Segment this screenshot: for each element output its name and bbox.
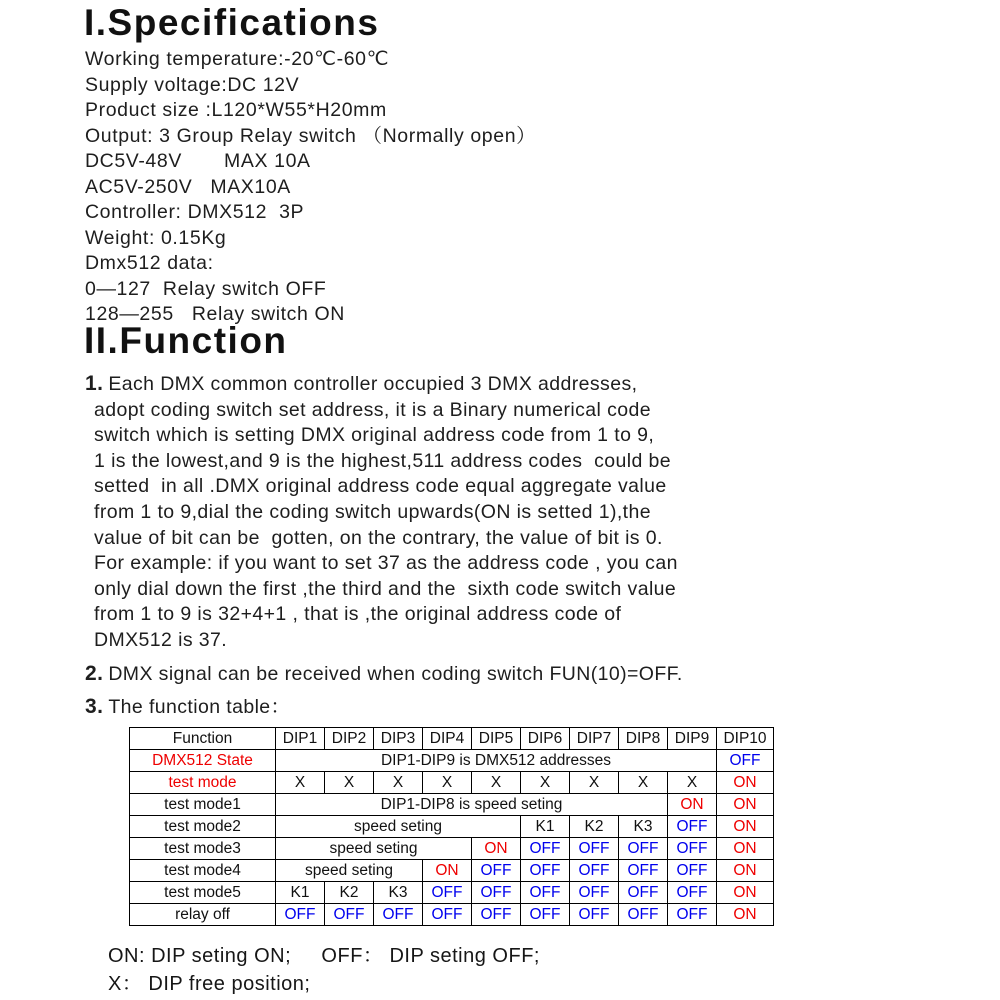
- table-header-cell: DIP8: [619, 728, 668, 750]
- spec-line: 128—255 Relay switch ON: [85, 303, 345, 325]
- table-cell: ON: [668, 794, 717, 816]
- table-cell: ON: [717, 794, 774, 816]
- table-header-cell: DIP7: [570, 728, 619, 750]
- table-cell: OFF: [276, 904, 325, 926]
- spec-lines: [85, 47, 536, 328]
- row-label: test mode4: [130, 860, 276, 882]
- table-body: [130, 750, 774, 926]
- table-cell: K1: [521, 816, 570, 838]
- table-cell: OFF: [570, 904, 619, 926]
- table-cell: ON: [717, 904, 774, 926]
- row-label: DMX512 State: [130, 750, 276, 772]
- spec-line: Dmx512 data:: [85, 252, 214, 274]
- table-row: [130, 860, 774, 882]
- spec-line: 0—127 Relay switch OFF: [85, 277, 327, 300]
- table-cell: X: [619, 772, 668, 794]
- table-header-cell: DIP4: [423, 728, 472, 750]
- item-number: 1.: [85, 372, 104, 395]
- table-cell: OFF: [619, 860, 668, 882]
- function-item: [85, 694, 945, 721]
- table-cell: speed seting: [276, 838, 472, 860]
- table-cell: ON: [717, 860, 774, 882]
- table-cell: ON: [423, 860, 472, 882]
- function-items: [85, 371, 945, 728]
- table-cell: OFF: [570, 860, 619, 882]
- function-item-line: value of bit can be gotten, on the contrary, the value of bit is 0.: [94, 526, 663, 549]
- table-row: [130, 750, 774, 772]
- spec-line: Weight: 0.15Kg: [85, 226, 227, 249]
- row-label: test mode2: [130, 816, 276, 838]
- table-header-row: [130, 728, 774, 750]
- table-cell: OFF: [717, 750, 774, 772]
- table-cell: DIP1-DIP9 is DMX512 addresses: [276, 750, 717, 772]
- table-cell: X: [374, 772, 423, 794]
- table-cell: OFF: [521, 882, 570, 904]
- function-item-line: 1 is the lowest,and 9 is the highest,511 address codes could be: [94, 449, 672, 472]
- table-cell: K2: [570, 816, 619, 838]
- table-cell: ON: [717, 838, 774, 860]
- table-row: [130, 904, 774, 926]
- table-cell: OFF: [521, 838, 570, 860]
- function-item-line: from 1 to 9 is 32+4+1 , that is ,the original address code of: [94, 603, 622, 626]
- table-cell: OFF: [668, 860, 717, 882]
- function-item-line: adopt coding switch set address, it is a Binary numerical code: [94, 398, 651, 421]
- legend-note-line: ON: DIP seting ON; OFF： DIP seting OFF;: [108, 945, 540, 967]
- item-text: The function table：: [108, 696, 291, 719]
- table-cell: OFF: [423, 882, 472, 904]
- table-cell: X: [668, 772, 717, 794]
- table-cell: X: [423, 772, 472, 794]
- item-text: DMX signal can be received when coding switch FUN(10)=OFF.: [108, 662, 683, 685]
- table-cell: OFF: [374, 904, 423, 926]
- spec-line: Working temperature:-20℃-60℃: [85, 48, 390, 70]
- table-cell: ON: [717, 772, 774, 794]
- legend-notes: [108, 942, 540, 998]
- row-label: test mode: [130, 772, 276, 794]
- function-item-line: switch which is setting DMX original address code from 1 to 9,: [94, 424, 655, 447]
- table-cell: K2: [325, 882, 374, 904]
- function-item-line: [85, 661, 945, 688]
- table-cell: OFF: [668, 838, 717, 860]
- table-header-cell: DIP1: [276, 728, 325, 750]
- item-text: Each DMX common controller occupied 3 DMX addresses,: [108, 373, 638, 395]
- spec-line: AC5V-250V MAX10A: [85, 175, 291, 198]
- table-cell: OFF: [472, 904, 521, 926]
- table-cell: OFF: [472, 882, 521, 904]
- table-cell: OFF: [521, 904, 570, 926]
- table-cell: ON: [717, 816, 774, 838]
- spec-line: Supply voltage:DC 12V: [85, 73, 300, 96]
- spec-line: Controller: DMX512 3P: [85, 201, 305, 223]
- specifications-title: I.Specifications: [84, 2, 380, 43]
- function-title: II.Function: [84, 320, 288, 361]
- function-item-line: setted in all .DMX original address code equal aggregate value: [94, 475, 667, 498]
- row-label: test mode5: [130, 882, 276, 904]
- table-header-cell: DIP10: [717, 728, 774, 750]
- legend-note-line: X： DIP free position;: [108, 973, 311, 995]
- table-cell: OFF: [668, 904, 717, 926]
- function-item-line: [85, 371, 945, 398]
- table-row: [130, 794, 774, 816]
- table-row: [130, 772, 774, 794]
- table-header-cell: Function: [130, 728, 276, 750]
- row-label: test mode3: [130, 838, 276, 860]
- row-label: relay off: [130, 904, 276, 926]
- table-cell: speed seting: [276, 860, 423, 882]
- table-cell: X: [325, 772, 374, 794]
- table-cell: X: [276, 772, 325, 794]
- table-row: [130, 816, 774, 838]
- table-cell: OFF: [619, 882, 668, 904]
- function-table: [129, 727, 774, 926]
- function-item-line: from 1 to 9,dial the coding switch upwards(ON is setted 1),the: [94, 500, 651, 523]
- table-cell: OFF: [619, 838, 668, 860]
- table-cell: X: [472, 772, 521, 794]
- table-header-cell: DIP2: [325, 728, 374, 750]
- table-cell: K3: [619, 816, 668, 838]
- table-cell: K3: [374, 882, 423, 904]
- spec-line: Output: 3 Group Relay switch （Normally open）: [85, 124, 537, 147]
- function-item-line: For example: if you want to set 37 as the address code , you can: [94, 552, 678, 575]
- table-cell: ON: [717, 882, 774, 904]
- item-number: 2.: [85, 661, 104, 685]
- function-item-line: DMX512 is 37.: [94, 628, 228, 651]
- function-item-line: [85, 694, 945, 721]
- table-header-cell: DIP6: [521, 728, 570, 750]
- table-row: [130, 882, 774, 904]
- table-cell: K1: [276, 882, 325, 904]
- table-cell: X: [521, 772, 570, 794]
- item-number: 3.: [85, 695, 104, 719]
- table-header-cell: DIP3: [374, 728, 423, 750]
- row-label: test mode1: [130, 794, 276, 816]
- table-cell: OFF: [570, 882, 619, 904]
- table-cell: OFF: [570, 838, 619, 860]
- table-cell: OFF: [472, 860, 521, 882]
- table-cell: OFF: [521, 860, 570, 882]
- spec-line: Product size :L120*W55*H20mm: [85, 99, 387, 121]
- table-header-cell: DIP5: [472, 728, 521, 750]
- function-item-line: only dial down the first ,the third and the sixth code switch value: [94, 577, 677, 600]
- function-item: [85, 661, 945, 688]
- table-header-cell: DIP9: [668, 728, 717, 750]
- table-cell: OFF: [668, 816, 717, 838]
- table-cell: ON: [472, 838, 521, 860]
- function-item: [85, 371, 945, 654]
- table-cell: X: [570, 772, 619, 794]
- table-cell: OFF: [423, 904, 472, 926]
- table-cell: OFF: [668, 882, 717, 904]
- table-cell: speed seting: [276, 816, 521, 838]
- table-cell: OFF: [325, 904, 374, 926]
- spec-line: DC5V-48V MAX 10A: [85, 150, 311, 172]
- table-cell: OFF: [619, 904, 668, 926]
- table-cell: DIP1-DIP8 is speed seting: [276, 794, 668, 816]
- table-row: [130, 838, 774, 860]
